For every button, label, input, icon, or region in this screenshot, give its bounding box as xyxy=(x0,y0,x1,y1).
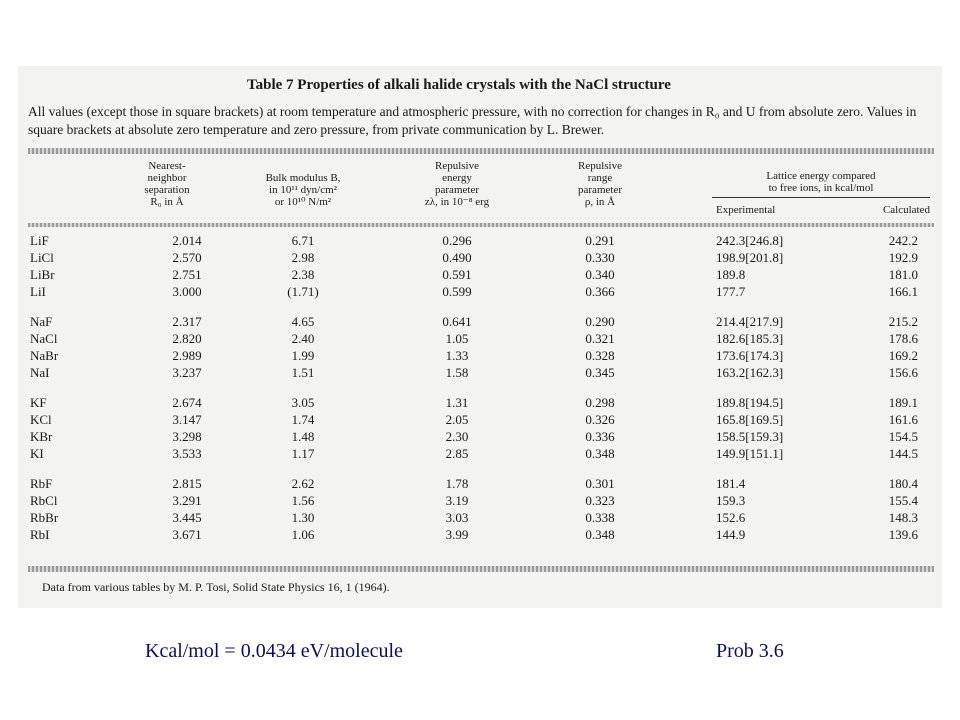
header-line: or 10¹⁰ N/m² xyxy=(274,196,332,208)
table-row xyxy=(0,348,960,365)
separation-cell: 3.291 xyxy=(172,493,202,508)
repulsive-energy-cell: 3.03 xyxy=(445,510,469,525)
separation-cell: 3.671 xyxy=(172,527,202,542)
table-row xyxy=(0,476,960,493)
repulsive-range-cell: 0.291 xyxy=(585,233,615,248)
header-bulk-modulus xyxy=(240,172,366,208)
repulsive-range-cell: 0.336 xyxy=(585,429,615,444)
separation-cell: 2.815 xyxy=(172,476,202,491)
repulsive-range-cell: 0.326 xyxy=(585,412,615,427)
bulk-modulus-cell: 1.48 xyxy=(291,429,315,444)
calculated-energy-cell: 181.0 xyxy=(888,267,918,282)
header-repulsive-energy xyxy=(397,160,517,208)
header-line: neighbor xyxy=(147,172,187,184)
header-line: parameter xyxy=(578,184,622,196)
experimental-energy-cell: 149.9[151.1] xyxy=(716,446,784,461)
repulsive-energy-cell: 2.05 xyxy=(445,412,469,427)
repulsive-energy-cell: 2.85 xyxy=(445,446,469,461)
table-row xyxy=(0,493,960,510)
repulsive-range-cell: 0.321 xyxy=(585,331,615,346)
calculated-energy-cell: 180.4 xyxy=(888,476,918,491)
repulsive-range-cell: 0.348 xyxy=(585,446,615,461)
calculated-energy-cell: 154.5 xyxy=(888,429,918,444)
repulsive-energy-cell: 2.30 xyxy=(445,429,469,444)
repulsive-range-cell: 0.366 xyxy=(585,284,615,299)
header-line: Lattice energy compared xyxy=(766,170,876,182)
calculated-energy-cell: 166.1 xyxy=(888,284,918,299)
header-r0 xyxy=(112,160,222,208)
bulk-modulus-cell: 3.05 xyxy=(291,395,315,410)
repulsive-range-cell: 0.323 xyxy=(585,493,615,508)
separation-cell: 3.533 xyxy=(172,446,202,461)
bulk-modulus-cell: 1.99 xyxy=(291,348,315,363)
compound-cell: LiBr xyxy=(30,267,55,282)
repulsive-range-cell: 0.290 xyxy=(585,314,615,329)
experimental-energy-cell: 189.8 xyxy=(716,267,746,282)
header-line: ρ, in Å xyxy=(584,196,616,208)
calculated-energy-cell: 189.1 xyxy=(888,395,918,410)
header-line: to free ions, in kcal/mol xyxy=(768,182,874,194)
table-row xyxy=(0,429,960,446)
bulk-modulus-cell: 2.98 xyxy=(291,250,315,265)
compound-cell: NaI xyxy=(30,365,50,380)
bulk-modulus-cell: 2.40 xyxy=(291,331,315,346)
header-line: range xyxy=(587,172,613,184)
table-source-note: Data from various tables by M. P. Tosi, Solid State Physics 16, 1 (1964). xyxy=(42,580,390,594)
calculated-energy-cell: 192.9 xyxy=(888,250,918,265)
bulk-modulus-cell: 1.51 xyxy=(291,365,315,380)
calculated-energy-cell: 242.2 xyxy=(888,233,918,248)
header-lattice-energy xyxy=(712,170,930,194)
separation-cell: 2.989 xyxy=(172,348,202,363)
repulsive-range-cell: 0.338 xyxy=(585,510,615,525)
experimental-energy-cell: 173.6[174.3] xyxy=(716,348,784,363)
repulsive-range-cell: 0.328 xyxy=(585,348,615,363)
experimental-energy-cell: 182.6[185.3] xyxy=(716,331,784,346)
separation-cell: 3.445 xyxy=(172,510,202,525)
experimental-energy-cell: 181.4 xyxy=(716,476,746,491)
repulsive-range-cell: 0.301 xyxy=(585,476,615,491)
separation-cell: 3.000 xyxy=(172,284,202,299)
separation-cell: 2.674 xyxy=(172,395,202,410)
table-row xyxy=(0,284,960,301)
bulk-modulus-cell: 1.30 xyxy=(291,510,315,525)
experimental-energy-cell: 189.8[194.5] xyxy=(716,395,784,410)
lattice-header-rule xyxy=(712,197,930,198)
table-row xyxy=(0,395,960,412)
experimental-energy-cell: 177.7 xyxy=(716,284,746,299)
table-row xyxy=(0,510,960,527)
separation-cell: 3.298 xyxy=(172,429,202,444)
bulk-modulus-cell: 2.38 xyxy=(291,267,315,282)
experimental-energy-cell: 159.3 xyxy=(716,493,746,508)
repulsive-energy-cell: 0.641 xyxy=(442,314,472,329)
compound-cell: RbBr xyxy=(30,510,59,525)
repulsive-energy-cell: 3.19 xyxy=(445,493,469,508)
separation-cell: 3.147 xyxy=(172,412,202,427)
compound-cell: KBr xyxy=(30,429,53,444)
bottom-rule xyxy=(28,566,934,572)
repulsive-range-cell: 0.298 xyxy=(585,395,615,410)
table-row xyxy=(0,412,960,429)
separation-cell: 2.820 xyxy=(172,331,202,346)
calculated-energy-cell: 144.5 xyxy=(888,446,918,461)
repulsive-energy-cell: 1.58 xyxy=(445,365,469,380)
table-title: Table 7 Properties of alkali halide crystals with the NaCl structure xyxy=(247,77,671,93)
repulsive-range-cell: 0.340 xyxy=(585,267,615,282)
bulk-modulus-cell: 1.17 xyxy=(291,446,315,461)
compound-cell: RbF xyxy=(30,476,53,491)
experimental-energy-cell: 242.3[246.8] xyxy=(716,233,784,248)
separation-cell: 2.317 xyxy=(172,314,202,329)
table-row xyxy=(0,365,960,382)
header-line: Repulsive xyxy=(578,160,622,172)
calculated-energy-cell: 169.2 xyxy=(888,348,918,363)
repulsive-energy-cell: 1.33 xyxy=(445,348,469,363)
calculated-energy-cell: 161.6 xyxy=(888,412,918,427)
top-rule xyxy=(28,148,934,154)
repulsive-energy-cell: 1.05 xyxy=(445,331,469,346)
compound-cell: NaF xyxy=(30,314,53,329)
header-line: Bulk modulus B, xyxy=(265,172,341,184)
separation-cell: 3.237 xyxy=(172,365,202,380)
calculated-energy-cell: 178.6 xyxy=(888,331,918,346)
repulsive-range-cell: 0.330 xyxy=(585,250,615,265)
header-line: Nearest- xyxy=(148,160,186,172)
repulsive-energy-cell: 0.599 xyxy=(442,284,472,299)
table-row xyxy=(0,527,960,544)
experimental-energy-cell: 158.5[159.3] xyxy=(716,429,784,444)
compound-cell: NaCl xyxy=(30,331,58,346)
header-line: in 10¹¹ dyn/cm² xyxy=(269,184,337,196)
experimental-energy-cell: 144.9 xyxy=(716,527,746,542)
separation-cell: 2.751 xyxy=(172,267,202,282)
separation-cell: 2.014 xyxy=(172,233,202,248)
header-line: parameter xyxy=(435,184,479,196)
compound-cell: NaBr xyxy=(30,348,59,363)
compound-cell: LiI xyxy=(30,284,46,299)
experimental-energy-cell: 165.8[169.5] xyxy=(716,412,784,427)
compound-cell: KI xyxy=(30,446,44,461)
header-line: zλ, in 10⁻⁸ erg xyxy=(424,196,490,208)
table-row xyxy=(0,250,960,267)
repulsive-energy-cell: 0.490 xyxy=(442,250,472,265)
table-row xyxy=(0,233,960,250)
bulk-modulus-cell: (1.71) xyxy=(287,284,319,299)
repulsive-energy-cell: 3.99 xyxy=(445,527,469,542)
header-line: Repulsive xyxy=(435,160,479,172)
experimental-energy-cell: 152.6 xyxy=(716,510,746,525)
compound-cell: LiF xyxy=(30,233,49,248)
bulk-modulus-cell: 4.65 xyxy=(291,314,315,329)
repulsive-energy-cell: 1.78 xyxy=(445,476,469,491)
separation-cell: 2.570 xyxy=(172,250,202,265)
compound-cell: KF xyxy=(30,395,47,410)
table-row xyxy=(0,446,960,463)
conversion-note: Kcal/mol = 0.0434 eV/molecule xyxy=(145,640,403,662)
header-repulsive-range xyxy=(555,160,645,208)
compound-cell: LiCl xyxy=(30,250,54,265)
repulsive-range-cell: 0.345 xyxy=(585,365,615,380)
header-line: R₀ in Å xyxy=(150,196,184,208)
calculated-energy-cell: 156.6 xyxy=(888,365,918,380)
calculated-energy-cell: 139.6 xyxy=(888,527,918,542)
header-line: separation xyxy=(144,184,190,196)
bulk-modulus-cell: 1.06 xyxy=(291,527,315,542)
repulsive-range-cell: 0.348 xyxy=(585,527,615,542)
repulsive-energy-cell: 0.296 xyxy=(442,233,472,248)
header-line: energy xyxy=(442,172,472,184)
header-calculated: Calculated xyxy=(882,204,930,216)
table-row xyxy=(0,267,960,284)
bulk-modulus-cell: 2.62 xyxy=(291,476,315,491)
compound-cell: RbI xyxy=(30,527,50,542)
header-rule xyxy=(28,223,934,227)
repulsive-energy-cell: 1.31 xyxy=(445,395,469,410)
experimental-energy-cell: 163.2[162.3] xyxy=(716,365,784,380)
table-row xyxy=(0,314,960,331)
bulk-modulus-cell: 6.71 xyxy=(291,233,315,248)
repulsive-energy-cell: 0.591 xyxy=(442,267,472,282)
problem-reference: Prob 3.6 xyxy=(716,640,784,662)
calculated-energy-cell: 155.4 xyxy=(888,493,918,508)
bulk-modulus-cell: 1.74 xyxy=(291,412,315,427)
compound-cell: RbCl xyxy=(30,493,58,508)
table-caption: All values (except those in square brackets) at room temperature and atmospheric pressure, with no correction for changes in R₀ and U from absolute zero. Values in square brackets at absolute zero temperature and zero pressure, from private communication by L. Brewer. xyxy=(28,104,917,137)
calculated-energy-cell: 215.2 xyxy=(888,314,918,329)
bulk-modulus-cell: 1.56 xyxy=(291,493,315,508)
table-row xyxy=(0,331,960,348)
calculated-energy-cell: 148.3 xyxy=(888,510,918,525)
experimental-energy-cell: 214.4[217.9] xyxy=(716,314,784,329)
header-experimental: Experimental xyxy=(716,204,776,216)
experimental-energy-cell: 198.9[201.8] xyxy=(716,250,784,265)
compound-cell: KCl xyxy=(30,412,52,427)
